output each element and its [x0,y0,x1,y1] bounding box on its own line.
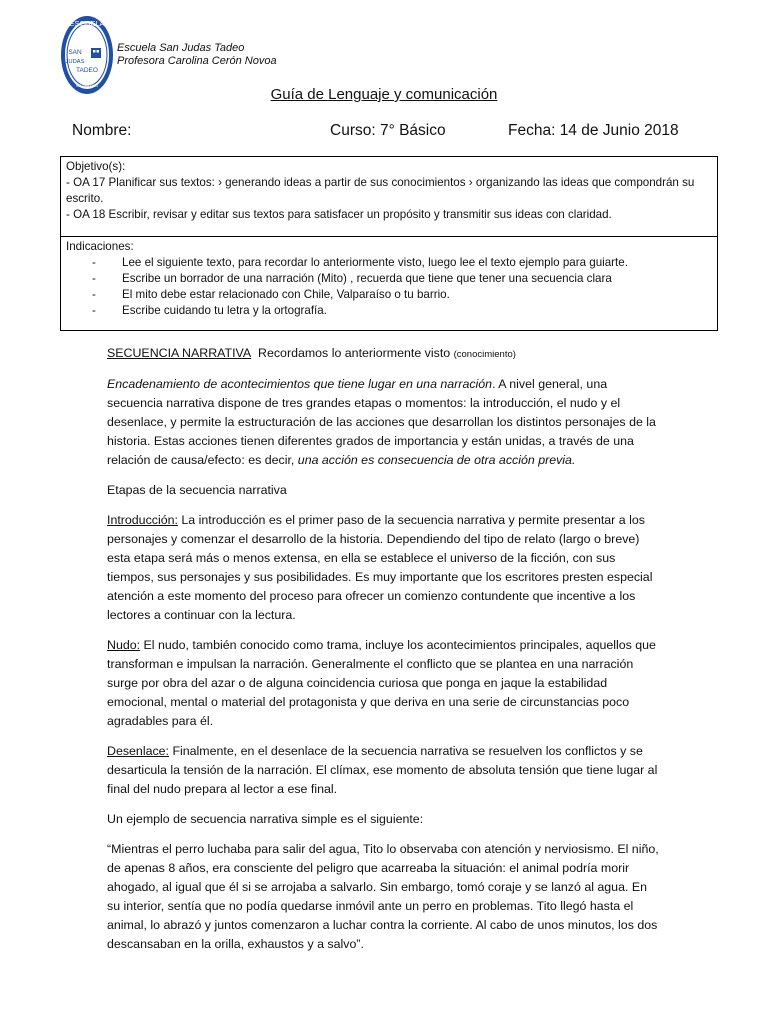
logo-left2-text: JUDAS [65,59,85,65]
list-item: - Lee el siguiente texto, para recordar lo anteriormente visto, luego lee el texto ejemplo para guiarte. [92,256,628,269]
course-field: Curso: 7° Básico [330,122,446,139]
logo-bottom-text: VALPARAISO [75,84,99,88]
logo-right-text: TADEO [76,67,98,74]
instructions-box [60,236,718,331]
intro-paragraph: Encadenamiento de acontecimientos que tiene lugar en una narración. A nivel general, una secuencia narrativa dispone de tres grandes etapas o momentos: la introducción, el nudo y el desenlace, y permite la estructuración de las acciones que desarrollan los distintos personajes de la historia. Estas acciones tienen diferentes grados de importancia y están unidas, a través de una relación de causa/efecto: es decir, una acción es consecuencia de otra acción previa. [107,377,656,467]
school-info [117,42,277,68]
objective-line: - OA 17 Planificar sus textos: › generando ideas a partir de sus conocimientos › organizando las ideas que compondrán su escrito. [66,176,695,205]
instructions-list [66,255,713,319]
objective-line: - OA 18 Escribir, revisar y editar sus textos para satisfacer un propósito y transmitir sus ideas con claridad. [66,208,612,221]
school-name: Escuela San Judas Tadeo [117,42,245,54]
teacher-name: Profesora Carolina Cerón Novoa [117,55,277,67]
list-item: - Escribe un borrador de una narración (Mito) , recuerda que tiene que tener una secuencia clara [92,272,612,285]
main-content [107,344,663,965]
example-text: “Mientras el perro luchaba para salir del agua, Tito lo observaba con atención y nerviosismo. El niño, de apenas 8 años, era consciente del peligro que acarreaba la situación: el animal podría morir ahogado, al igual que él si se arrojaba a salvarlo. Sin embargo, tomó coraje y se lanzó al agua. En su interior, sentía que no podía quedarse inmóvil ante un perro en problemas. Tito llegó hasta el animal, lo abrazó y juntos comenzaron a luchar contra la corriente. Al cabo de unos minutos, los dos descansaban en la orilla, exhaustos y a salvo”. [107,842,659,951]
list-item: - El mito debe estar relacionado con Chile, Valparaíso o tu barrio. [92,288,450,301]
school-seal-logo [60,14,114,96]
instructions-label: Indicaciones: [66,240,134,253]
stage-nudo: Nudo: El nudo, también conocido como trama, incluye los acontecimientos principales, aquellos que transforman e impulsan la narración. Generalmente el conflicto que se plantea en una narración surge por obra del azar o de alguna coincidencia curiosa que ponga en jaque la estabilidad emocional, mental o material del protagonista y que deriva en una serie de circunstancias poco agradables para él. [107,638,656,728]
objectives-label: Objetivo(s): [66,160,126,173]
date-field: Fecha: 14 de Junio 2018 [508,122,679,139]
page-title: Guía de Lenguaje y comunicación [270,86,498,103]
section-heading-line [107,344,663,364]
section-heading: SECUENCIA NARRATIVA [107,346,252,360]
logo-left-text: SAN [68,49,82,56]
name-field-label: Nombre: [72,122,132,139]
section-subheading: Recordamos lo anteriormente visto [258,346,451,360]
stages-heading: Etapas de la secuencia narrativa [107,483,287,497]
section-note: (conocimiento) [453,349,516,360]
objectives-box [60,156,718,236]
stage-introduccion: Introducción: La introducción es el primer paso de la secuencia narrativa y permite presentar a los personajes y comenzar el desarrollo de la historia. Dependiendo del tipo de relato (largo o breve) esta etapa será más o menos extensa, en ella se establece el universo de la ficción, con sus tiempos, sus personajes y sus posibilidades. Es muy importante que los escritores presten especial atención a este momento del proceso para ofrecer un comienzo contundente que incentive a los lectores a continuar con la lectura. [107,513,653,622]
logo-top-text: ESCUELA [69,19,105,28]
stage-desenlace: Desenlace: Finalmente, en el desenlace de la secuencia narrativa se resuelven los conflictos y se desarticula la tensión de la narración. El clímax, ese momento de absoluta tensión que tiene lugar al final del nudo prepara al lector a ese final. [107,744,658,796]
example-heading: Un ejemplo de secuencia narrativa simple es el siguiente: [107,812,424,826]
list-item: - Escribe cuidando tu letra y la ortografía. [92,304,327,317]
